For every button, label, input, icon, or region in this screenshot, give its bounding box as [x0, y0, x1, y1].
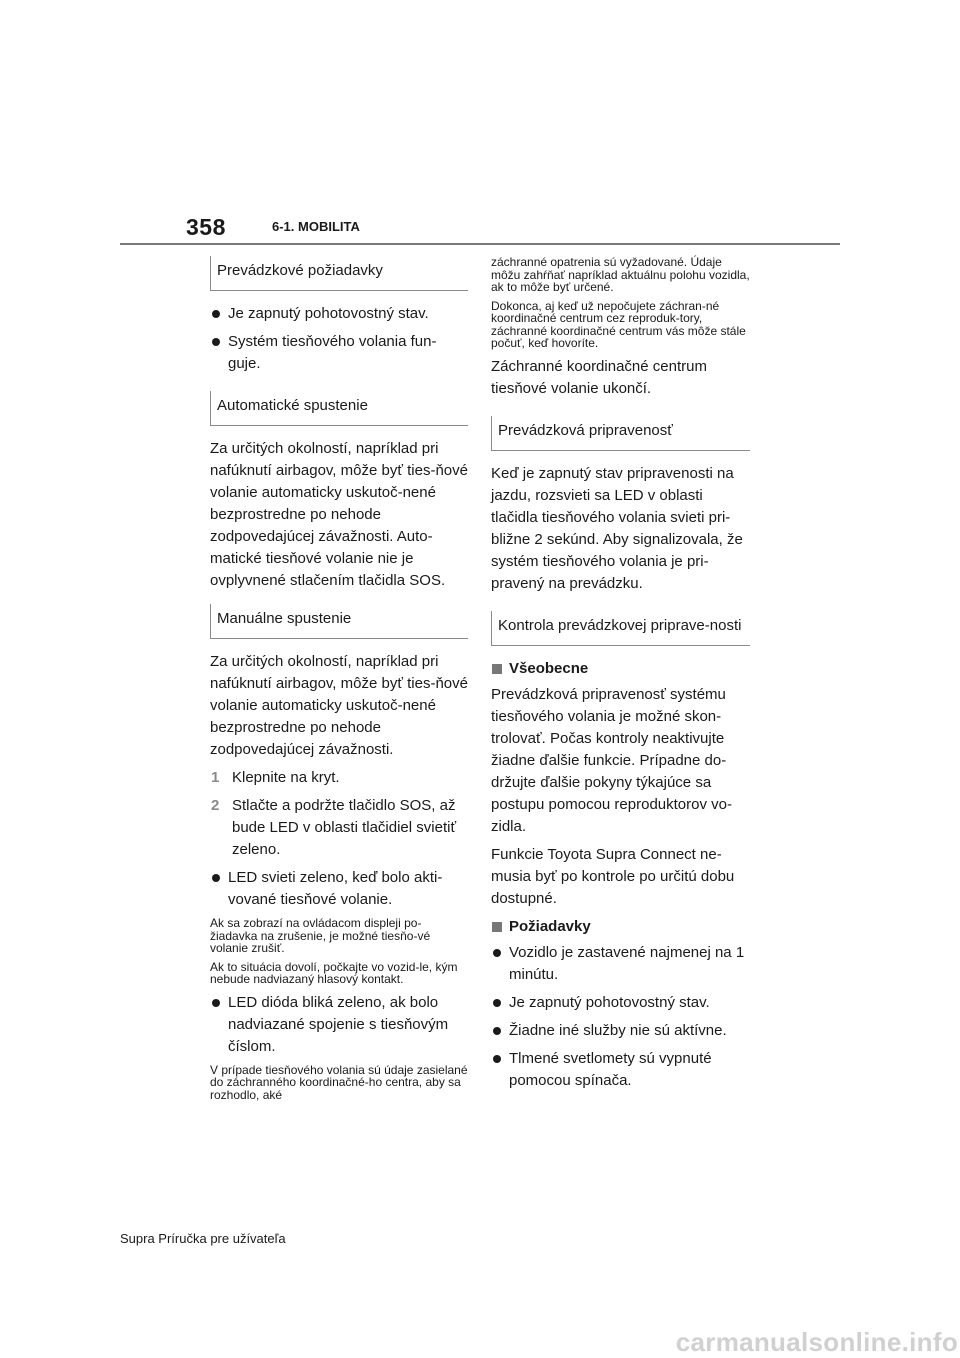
step-text: Klepnite na kryt. [232, 769, 340, 786]
auto-start-paragraph: Za určitých okolností, napríklad pri nafúknutí airbagov, môže byť ties-ňové volanie automaticky uskutoč-nené bezprostredne po nehode zodpovedajúcej závažnosti. Auto-matické tiesňové volanie nie je ovplyvnené stlačením tlačidla SOS. [210, 440, 468, 589]
heading-box-readiness: Prevádzková pripravenosť [491, 416, 750, 451]
subheading-requirements: Požiadavky [491, 916, 750, 938]
bullet-item: Je zapnutý pohotovostný stav. [491, 992, 750, 1014]
left-column [210, 256, 468, 1107]
connect-paragraph: Funkcie Toyota Supra Connect ne-musia byť po kontrole po určitú dobu dostupné. [491, 845, 735, 907]
end-call-paragraph: Záchranné koordinačné centrum tiesňové volanie ukončí. [491, 357, 707, 397]
note-text: záchranné opatrenia sú vyžadované. Údaje môžu zahŕňať napríklad aktuálnu polohu vozidla, ak to môže byť určené. [491, 255, 750, 294]
manual-start-paragraph: Za určitých okolností, napríklad pri nafúknutí airbagov, môže byť ties-ňové volanie automaticky uskutoč-nené bezprostredne po nehode zodpovedajúcej závažnosti. [210, 653, 468, 758]
section-title: 6-1. MOBILITA [272, 219, 360, 234]
heading-box-readiness-check: Kontrola prevádzkovej priprave-nosti [491, 611, 750, 646]
note-text: V prípade tiesňového volania sú údaje zasielané do záchranného koordinačné-ho centra, aby sa rozhodlo, aké [210, 1062, 468, 1102]
bullet-item: LED svieti zeleno, keď bolo akti-vované tiesňové volanie. [210, 867, 468, 911]
note-text: Dokonca, aj keď už nepočujete záchran-né koordinačné centrum cez reproduk-tory, záchranné koordinačné centrum vás môže stále počuť, keď hovoríte. [491, 298, 746, 350]
bullet-item: Tlmené svetlomety sú vypnuté pomocou spínača. [491, 1048, 750, 1092]
bullet-item: Vozidlo je zastavené najmenej na 1 minútu. [491, 942, 750, 986]
subheading-general: Všeobecne [491, 658, 750, 680]
step-item [210, 795, 468, 861]
header-divider [120, 243, 840, 245]
heading-box-operating-requirements: Prevádzkové požiadavky [210, 256, 468, 291]
step-item [210, 767, 468, 789]
bullet-item: LED dióda bliká zeleno, ak bolo nadviazané spojenie s tiesňovým číslom. [210, 992, 468, 1058]
bullet-item: Systém tiesňového volania fun-guje. [210, 331, 468, 375]
bullet-item: Je zapnutý pohotovostný stav. [210, 303, 468, 325]
bullet-item: Žiadne iné služby nie sú aktívne. [491, 1020, 750, 1042]
heading-box-auto-start: Automatické spustenie [210, 391, 468, 426]
heading-box-manual-start: Manuálne spustenie [210, 604, 468, 639]
note-text: Ak sa zobrazí na ovládacom displeji po-žiadavka na zrušenie, je možné tiesňo-vé volanie zrušiť. [210, 916, 431, 955]
general-paragraph: Prevádzková pripravenosť systému tiesňového volania je možné skon-trolovať. Počas kontroly neaktivujte žiadne ďalšie funkcie. Prípadne do-držujte ďalšie pokyny týkajúce sa postupu pomocou reproduktorov vo-zidla. [491, 685, 732, 835]
step-number: 1 [211, 769, 220, 786]
watermark: carmanualsonline.info [675, 1327, 958, 1357]
right-column [491, 256, 750, 1098]
step-text: Stlačte a podržte tlačidlo SOS, až bude LED v oblasti tlačidiel svietiť zeleno. [232, 797, 457, 858]
page-number: 358 [186, 214, 226, 240]
step-number: 2 [211, 797, 220, 814]
readiness-paragraph: Keď je zapnutý stav pripravenosti na jazdu, rozsvieti sa LED v oblasti tlačidla tiesňového volania svieti pri-bližne 2 sekúnd. Aby signalizovala, že systém tiesňového volania je pri-pravený na prevádzku. [491, 464, 743, 592]
footer-text: Supra Príručka pre užívateľa [120, 1231, 286, 1246]
note-text: Ak to situácia dovolí, počkajte vo vozid-le, kým nebude nadviazaný hlasový kontakt. [210, 959, 458, 986]
